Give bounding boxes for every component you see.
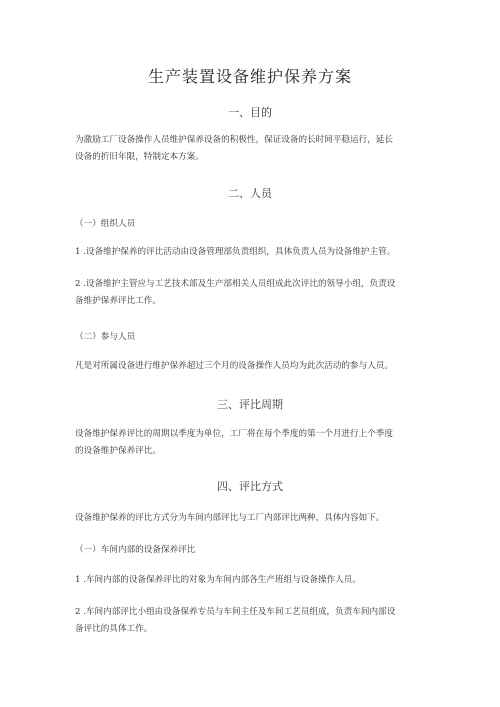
list-item-organizers-2 [75, 276, 430, 310]
subheading-workshop-review: （一）车间内部的设备保养评比 [75, 545, 196, 555]
paragraph-line: 1 .车间内部的设备保养评比的对象为车间内部各生产班组与设备操作人员。 [75, 575, 361, 585]
paragraph-line: 设备维护保养的评比方式分为车间内部评比与工厂内部评比两种，具体内容如下。 [75, 513, 385, 523]
list-item-workshop-1 [75, 572, 430, 589]
section-heading-cycle: 三、评比周期 [217, 398, 283, 411]
paragraph-line: 2 .设备维护主管应与工艺技术部及生产部相关人员组成此次评比的领导小组，负责设 [75, 279, 396, 289]
section-heading-personnel: 二、人员 [228, 187, 272, 200]
paragraph-line: 备维护保养评比工作。 [75, 296, 161, 306]
paragraph-line: 凡是对所属设备进行维护保养超过三个月的设备操作人员均为此次活动的参与人员。 [75, 361, 393, 371]
paragraph-line: 1 .设备维护保养的评比活动由设备管理部负责组织，具体负责人员为设备维护主管。 [75, 247, 396, 257]
paragraph-line: 2 .车间内部评比小组由设备保养专员与车间主任及车间工艺员组成，负责车间内部设 [75, 607, 396, 617]
paragraph-cycle [75, 426, 430, 460]
paragraph-line: 的设备维护保养评比。 [75, 446, 161, 456]
paragraph-line: 设备维护保养评比的周期以季度为单位，工厂将在每个季度的第一个月进行上个季度 [75, 429, 393, 439]
paragraph-line: 设备的折旧年限，特制定本方案。 [75, 152, 204, 162]
paragraph-purpose [75, 132, 430, 166]
section-heading-method: 四、评比方式 [217, 480, 283, 493]
list-item-organizers-1 [75, 244, 430, 261]
paragraph-participants [75, 358, 430, 375]
subheading-participants: （二）参与人员 [75, 332, 136, 342]
list-item-workshop-2 [75, 604, 430, 638]
document-title: 生产装置设备维护保养方案 [147, 67, 352, 86]
section-heading-purpose: 一、目的 [228, 106, 272, 119]
paragraph-method [75, 510, 430, 527]
subheading-organizers: （一）组织人员 [75, 219, 136, 229]
paragraph-line: 备评比的具体工作。 [75, 624, 153, 634]
paragraph-line: 为激励工厂设备操作人员维护保养设备的积极性，保证设备的长时间平稳运行，延长 [75, 135, 393, 145]
